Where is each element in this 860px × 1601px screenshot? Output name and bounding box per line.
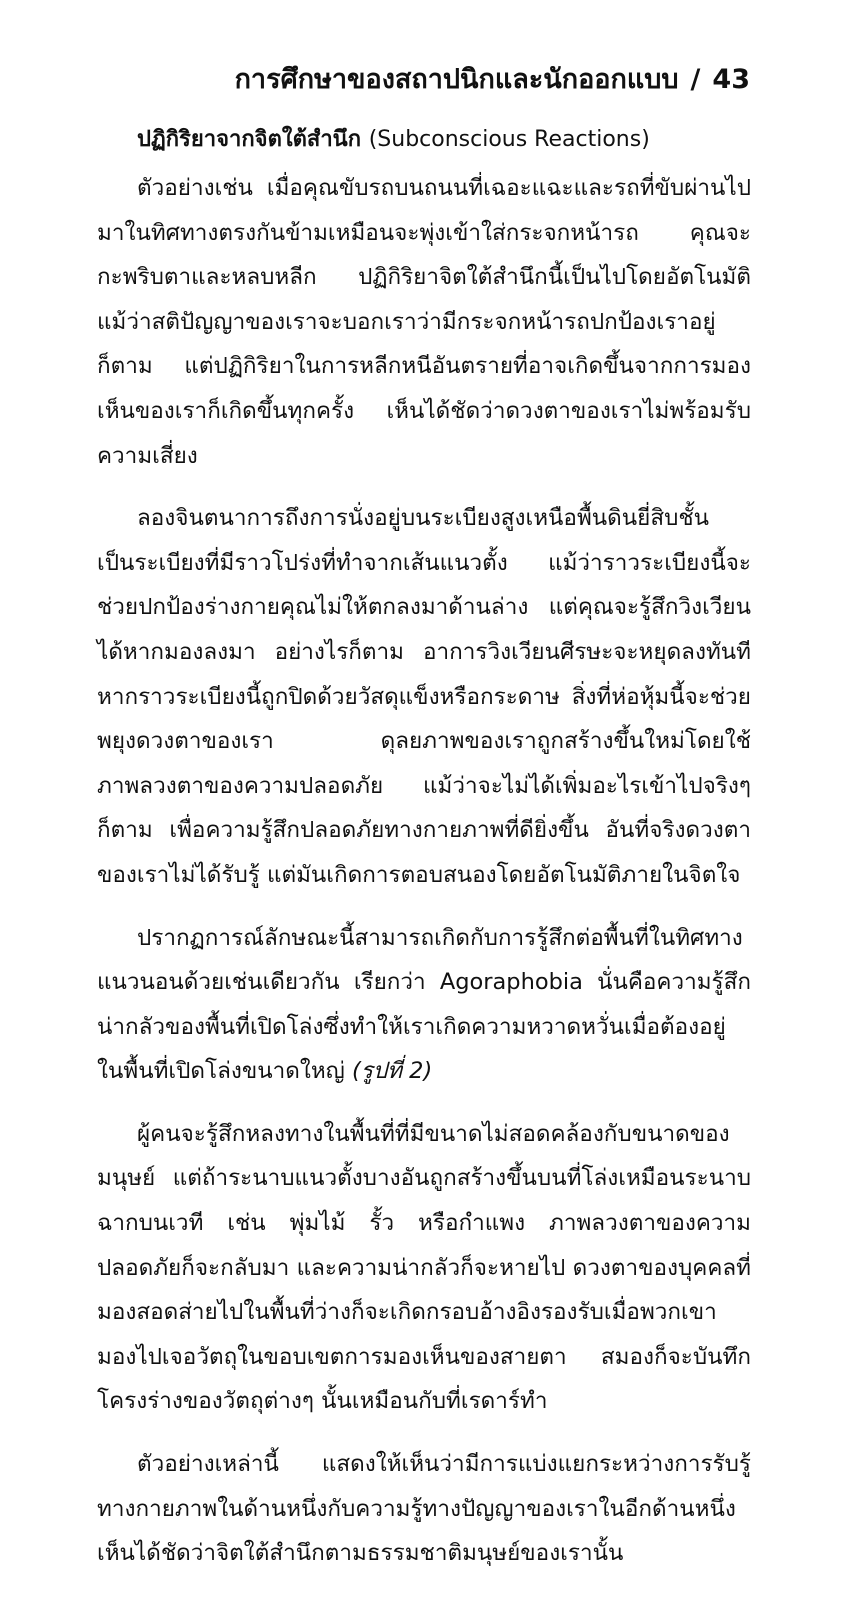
section-heading-english: (Subconscious Reactions) bbox=[368, 127, 650, 152]
paragraph-2 bbox=[97, 496, 751, 897]
running-header bbox=[235, 60, 750, 100]
paragraph-1 bbox=[97, 166, 751, 478]
figure-reference: (รูปที่ 2) bbox=[352, 1058, 433, 1085]
paragraph-3 bbox=[97, 916, 751, 1094]
section-heading-thai: ปฏิกิริยาจากจิตใต้สำนึก bbox=[137, 127, 362, 152]
body-content bbox=[97, 118, 751, 1594]
paragraph-4 bbox=[97, 1112, 751, 1424]
page-number: 43 bbox=[712, 64, 750, 95]
chapter-title: การศึกษาของสถาปนิกและนักออกแบบ bbox=[234, 64, 679, 95]
paragraph-4-text: ผู้คนจะรู้สึกหลงทางในพื้นที่ที่มีขนาดไม่สอดคล้องกับขนาดของมนุษย์ แต่ถ้าระนาบแนวตั้งบางอันถูกสร้างขึ้นบนที่โล่งเหมือนระนาบฉากบนเวที เช่น พุ่มไม้ รั้ว หรือกำแพง ภาพลวงตาของความปลอดภัยก็จะกลับมา และความน่ากลัวก็จะหายไป ดวงตาของบุคคลที่มองสอดส่ายไปในพื้นที่ว่างก็จะเกิดกรอบอ้างอิงรองรับเมื่อพวกเขามองไปเจอวัตถุในขอบเขตการมองเห็นของสายตา สมองก็จะบันทึกโครงร่างของวัตถุต่างๆ นั้นเหมือนกับที่เรดาร์ทำ bbox=[97, 1120, 751, 1415]
paragraph-3-text: ปรากฏการณ์ลักษณะนี้สามารถเกิดกับการรู้สึกต่อพื้นที่ในทิศทางแนวนอนด้วยเช่นเดียวกัน เรียกว่า Agoraphobia นั่นคือความรู้สึกน่ากลัวของพื้นที่เปิดโล่งซึ่งทำให้เราเกิดความหวาดหวั่นเมื่อต้องอยู่ในพื้นที่เปิดโล่งขนาดใหญ่ bbox=[97, 924, 751, 1085]
paragraph-1-text: ตัวอย่างเช่น เมื่อคุณขับรถบนถนนที่เฉอะแฉะและรถที่ขับผ่านไปมาในทิศทางตรงกันข้ามเหมือนจะพุ่งเข้าใส่กระจกหน้ารถ คุณจะกะพริบตาและหลบหลีก ปฏิกิริยาจิตใต้สำนึกนี้เป็นไปโดยอัตโนมัติ แม้ว่าสติปัญญาของเราจะบอกเราว่ามีกระจกหน้ารถปกป้องเราอยู่ก็ตาม แต่ปฏิกิริยาในการหลีกหนีอันตรายที่อาจเกิดขึ้นจากการมองเห็นของเราก็เกิดขึ้นทุกครั้ง เห็นได้ชัดว่าดวงตาของเราไม่พร้อมรับความเสี่ยง bbox=[97, 175, 751, 469]
paragraph-2-text: ลองจินตนาการถึงการนั่งอยู่บนระเบียงสูงเหนือพื้นดินยี่สิบชั้น เป็นระเบียงที่มีราวโปร่งที่ทำจากเส้นแนวตั้ง แม้ว่าราวระเบียงนี้จะช่วยปกป้องร่างกายคุณไม่ให้ตกลงมาด้านล่าง แต่คุณจะรู้สึกวิงเวียนได้หากมองลงมา อย่างไรก็ตาม อาการวิงเวียนศีรษะจะหยุดลงทันทีหากราวระเบียงนี้ถูกปิดด้วยวัสดุแข็งหรือกระดาษ สิ่งที่ห่อหุ้มนี้จะช่วยพยุงดวงตาของเรา ดุลยภาพของเราถูกสร้างขึ้นใหม่โดยใช้ภาพลวงตาของความปลอดภัย แม้ว่าจะไม่ได้เพิ่มอะไรเข้าไปจริงๆ ก็ตาม เพื่อความรู้สึกปลอดภัยทางกายภาพที่ดียิ่งขึ้น อันที่จริงดวงตาของเราไม่ได้รับรู้ แต่มันเกิดการตอบสนองโดยอัตโนมัติภายในจิตใจ bbox=[97, 505, 751, 888]
paragraph-5 bbox=[97, 1442, 751, 1576]
header-separator: / bbox=[690, 64, 701, 95]
section-heading bbox=[137, 118, 751, 162]
paragraph-5-text: ตัวอย่างเหล่านี้ แสดงให้เห็นว่ามีการแบ่งแยกระหว่างการรับรู้ทางกายภาพในด้านหนึ่งกับความรู้ทางปัญญาของเราในอีกด้านหนึ่ง เห็นได้ชัดว่าจิตใต้สำนึกตามธรรมชาติมนุษย์ของเรานั้น bbox=[97, 1451, 751, 1567]
